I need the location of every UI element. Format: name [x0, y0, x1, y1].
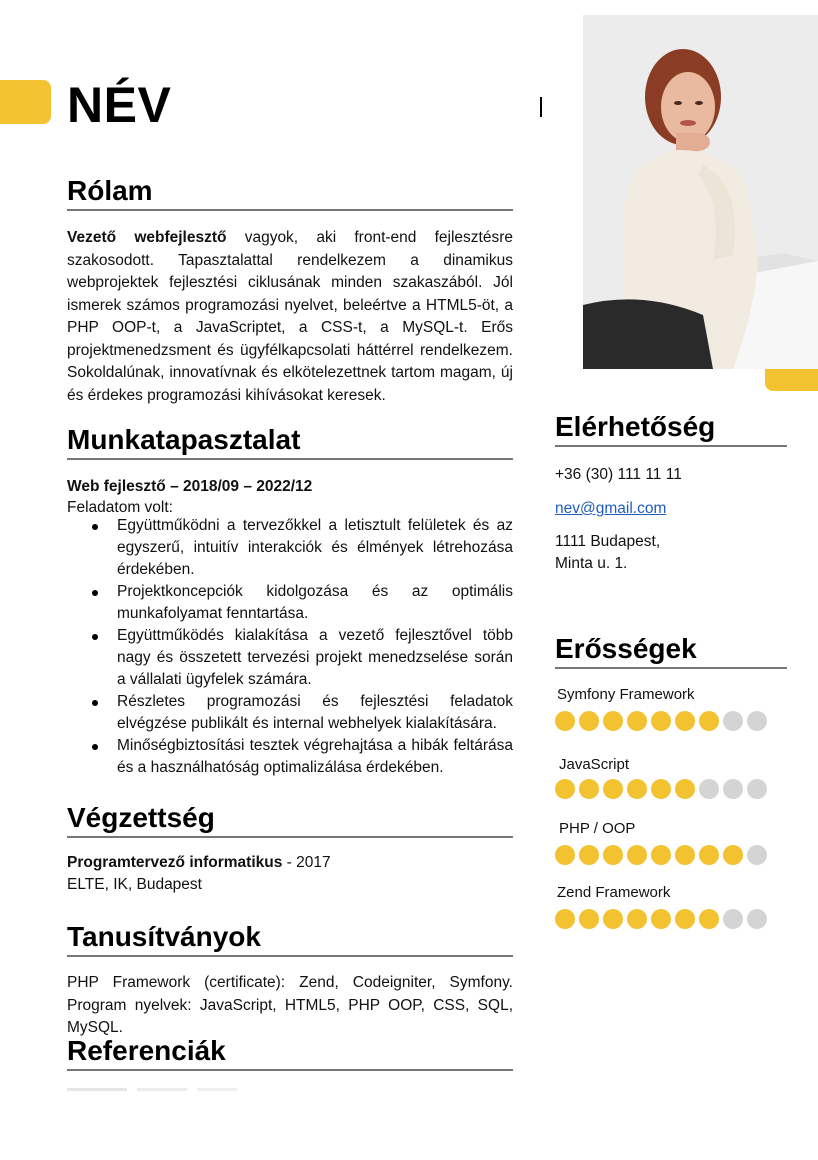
rating-dot-filled — [603, 779, 623, 799]
skill-label: PHP / OOP — [559, 820, 636, 837]
rating-dot-empty — [723, 711, 743, 731]
rating-dot-empty — [747, 909, 767, 929]
skill-label: Zend Framework — [557, 884, 671, 901]
accent-tab-left — [0, 80, 51, 124]
rating-dot-filled — [555, 779, 575, 799]
rating-dot-filled — [675, 909, 695, 929]
education-heading: Végzettség — [67, 801, 513, 838]
skill-rating — [555, 845, 767, 865]
rating-dot-filled — [651, 711, 671, 731]
profile-photo — [583, 15, 818, 369]
contact-heading: Elérhetőség — [555, 410, 787, 447]
strengths-heading: Erősségek — [555, 632, 787, 669]
skill-label: Symfony Framework — [557, 686, 695, 703]
references-heading: Referenciák — [67, 1034, 513, 1071]
rating-dot-filled — [603, 909, 623, 929]
rating-dot-filled — [555, 909, 575, 929]
task-list — [67, 515, 513, 779]
certificates-heading: Tanusítványok — [67, 920, 513, 957]
rating-dot-filled — [555, 711, 575, 731]
rating-dot-filled — [699, 845, 719, 865]
education-school: ELTE, IK, Budapest — [67, 876, 202, 893]
rating-dot-filled — [555, 845, 575, 865]
rating-dot-empty — [747, 711, 767, 731]
rating-dot-filled — [627, 909, 647, 929]
contact-email-wrap — [555, 498, 666, 521]
rating-dot-empty — [723, 779, 743, 799]
certificates-text: PHP Framework (certificate): Zend, Codeigniter, Symfony. Program nyelvek: JavaScript, HTML5, PHP OOP, CSS, SQL, MySQL. — [67, 974, 513, 1036]
contact-address-1: 1111 Budapest, — [555, 533, 661, 550]
rating-dot-filled — [723, 845, 743, 865]
rating-dot-filled — [579, 845, 599, 865]
rating-dot-filled — [603, 845, 623, 865]
about-text: vagyok, aki front-end fejlesztésre szakosodott. Tapasztalattal rendelkezem a dinamikus webprojektek fejlesztési ciklusának minden szakaszából. Jól ismerek számos programozási nyelvet, beleértve a HTML5-öt, a PHP OOP-t, a JavaScriptet, a CSS-t, a MySQL-t. Erős projektmenedzsment és ügyfélkapcsolati háttérrel rendelkezem. Sokoldalúnak, innovatívnak és elkötelezettnek tartom magam, új és érdekes programozási kihívásokat keresek. — [67, 229, 513, 404]
rating-dot-filled — [651, 909, 671, 929]
education-degree-line — [67, 852, 513, 875]
rating-dot-filled — [627, 711, 647, 731]
list-item: Együttműködés kialakítása a vezető fejlesztővel több nagy és összetett tervezési projekt menedzselése során a vállalati ügyfelek számára. — [67, 625, 513, 691]
rating-dot-filled — [579, 711, 599, 731]
cv-name: NÉV — [67, 77, 172, 133]
about-heading: Rólam — [67, 174, 513, 211]
tasks-label: Feladatom volt: — [67, 499, 173, 516]
job-title: Web fejlesztő – 2018/09 – 2022/12 — [67, 478, 313, 495]
rating-dot-filled — [627, 845, 647, 865]
experience-heading: Munkatapasztalat — [67, 423, 513, 460]
contact-address-2: Minta u. 1. — [555, 555, 628, 572]
rating-dot-filled — [651, 845, 671, 865]
rating-dot-filled — [579, 779, 599, 799]
rating-dot-empty — [723, 909, 743, 929]
skill-rating — [555, 909, 767, 929]
education-degree: Programtervező informatikus — [67, 854, 283, 871]
rating-dot-filled — [651, 779, 671, 799]
skill-rating — [555, 711, 767, 731]
rating-dot-filled — [699, 711, 719, 731]
skill-label: JavaScript — [559, 756, 630, 773]
profile-photo-illustration — [583, 15, 818, 369]
rating-dot-filled — [603, 711, 623, 731]
about-paragraph — [67, 227, 513, 407]
list-item: Projektkoncepciók kidolgozása és az optimális munkafolyamat fenntartása. — [67, 581, 513, 625]
list-item: Együttműködni a tervezőkkel a letisztult felületek és az egyszerű, intuitív interakciók és élmények létrehozása érdekében. — [67, 515, 513, 581]
email-link[interactable]: nev@gmail.com — [555, 500, 667, 517]
rating-dot-filled — [699, 909, 719, 929]
list-item: Részletes programozási és fejlesztési feladatok elvégzése publikált és internal webhelyek kialakítására. — [67, 691, 513, 735]
skill-rating — [555, 779, 767, 799]
about-lead: Vezető webfejlesztő — [67, 229, 227, 246]
rating-dot-filled — [579, 909, 599, 929]
faded-text-remnant — [67, 1085, 267, 1095]
contact-phone: +36 (30) 111 11 11 — [555, 466, 682, 483]
rating-dot-filled — [675, 711, 695, 731]
rating-dot-empty — [747, 845, 767, 865]
rating-dot-filled — [627, 779, 647, 799]
text-cursor — [540, 97, 542, 117]
rating-dot-empty — [747, 779, 767, 799]
education-year: - 2017 — [282, 854, 331, 871]
rating-dot-filled — [675, 845, 695, 865]
rating-dot-filled — [675, 779, 695, 799]
rating-dot-empty — [699, 779, 719, 799]
list-item: Minőségbiztosítási tesztek végrehajtása a hibák feltárása és a használhatóság optimalizálása érdekében. — [67, 735, 513, 779]
